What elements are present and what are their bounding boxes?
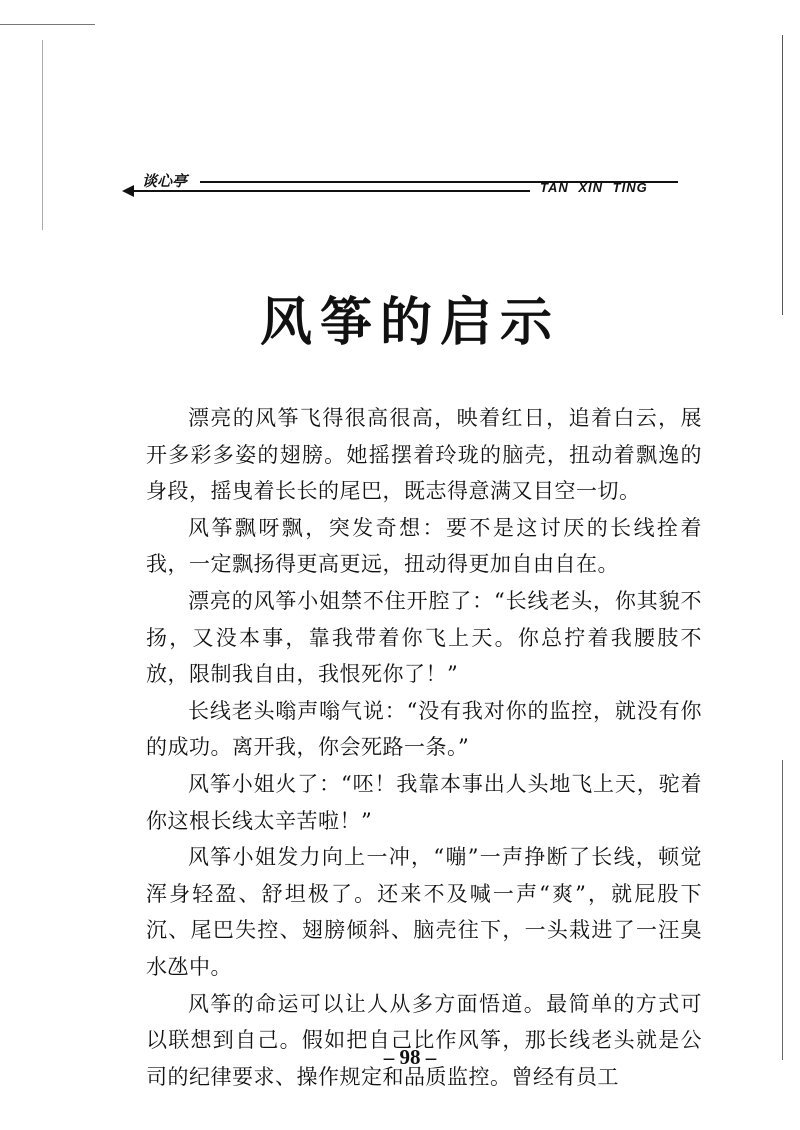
article-title: 风筝的启示: [259, 293, 560, 353]
paragraph: 风筝飘呀飘，突发奇想：要不是这讨厌的长线拴着我，一定飘扬得更高更远，扭动得更加自由自在。: [146, 515, 702, 577]
paragraph: 风筝的命运可以让人从多方面悟道。最简单的方式可以联想到自己。假如把自己比作风筝，那长线老头就是公司的纪律要求、操作规定和品质监控。曾经有员工: [146, 991, 702, 1089]
header-arrow-rule: [130, 190, 530, 192]
article-body: [146, 400, 702, 1095]
paragraph: 风筝小姐发力向上一冲，“嘣”一声挣断了长线，顿觉浑身轻盈、舒坦极了。还来不及喊一声“爽”，就屁股下沉、尾巴失控、翅膀倾斜、脑壳往下，一头栽进了一汪臭水氹中。: [146, 845, 702, 979]
scan-edge-line: [782, 760, 783, 1060]
page-number: – 98 –: [383, 1045, 437, 1069]
paragraph: 风筝小姐火了：“呸！我靠本事出人头地飞上天，驼着你这根长线太辛苦啦！”: [146, 771, 702, 833]
scan-edge-line: [782, 35, 783, 315]
scan-edge-line: [0, 24, 95, 25]
paragraph: 漂亮的风筝飞得很高很高，映着红日，追着白云，展开多彩多姿的翅膀。她摇摆着玲珑的脑壳，扭动着飘逸的身段，摇曳着长长的尾巴，既志得意满又目空一切。: [146, 406, 702, 504]
section-name-pinyin: TAN XIN TING: [540, 180, 648, 195]
paragraph: 漂亮的风筝小姐禁不住开腔了：“长线老头，你其貌不扬，又没本事，靠我带着你飞上天。你总拧着我腰肢不放，限制我自由，我恨死你了！”: [146, 588, 702, 687]
paragraph: 长线老头嗡声嗡气说：“没有我对你的监控，就没有你的成功。离开我，你会死路一条。”: [146, 698, 702, 760]
running-header: [120, 168, 690, 198]
arrow-left-icon: [122, 185, 134, 197]
section-name-chinese: 谈心亭: [142, 172, 188, 190]
scan-edge-line: [42, 40, 43, 230]
